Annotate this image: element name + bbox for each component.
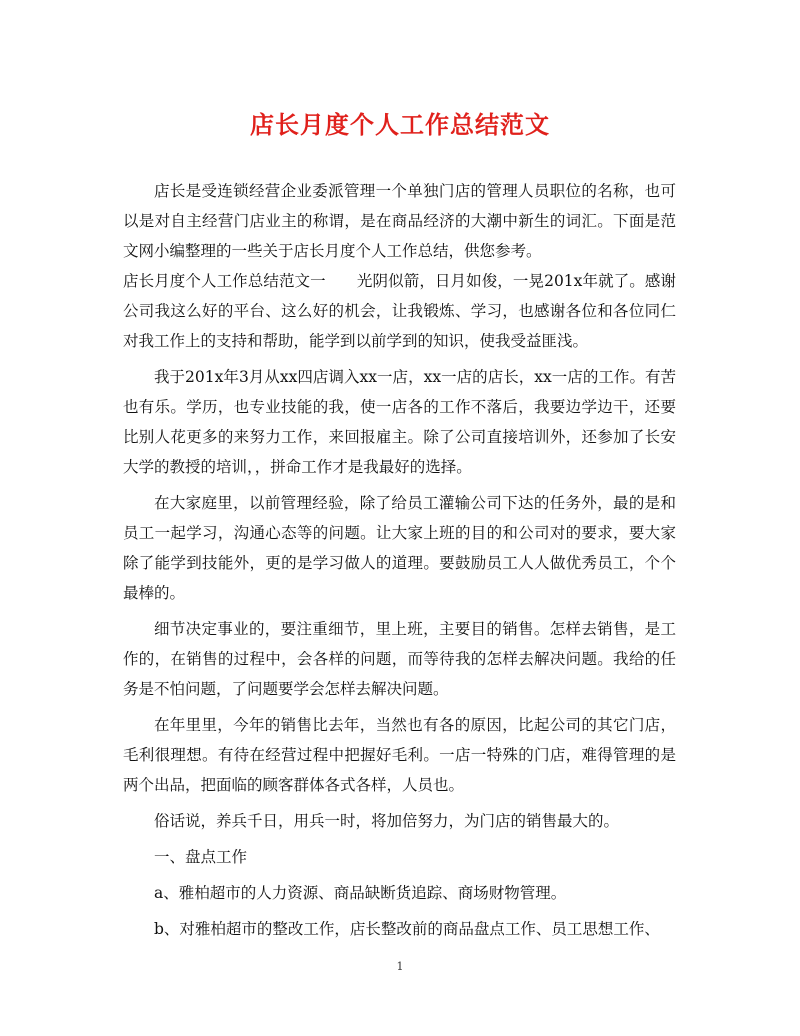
- document-body: [123, 176, 676, 944]
- section-heading: 一、盘点工作: [154, 848, 248, 866]
- paragraph-heading-one: 店长月度个人工作总结范文一 光阴似箭，日月如俊，一晃201x年就了。感谢公司我这么好的平台、这么好的机会，让我锻炼、学习，也感谢各位和各位同仁对我工作上的支持和帮助，能学到以前学到的知识，使我受益匪浅。: [123, 272, 676, 350]
- paragraph-intro: 店长是受连锁经营企业委派管理一个单独门店的管理人员职位的名称，也可以是对自主经营门店业主的称谓，是在商品经济的大潮中新生的词汇。下面是范文网小编整理的一些关于店长月度个人工作总结，供您参考。: [123, 182, 676, 260]
- paragraph: 在大家庭里，以前管理经验，除了给员工灌输公司下达的任务外，最的是和员工一起学习，沟通心态等的问题。让大家上班的目的和公司对的要求，要大家除了能学到技能外，更的是学习做人的道理。要鼓励员工人人做优秀员工，个个最棒的。: [123, 494, 676, 602]
- list-item: b、对雅柏超市的整改工作，店长整改前的商品盘点工作、员工思想工作、: [154, 920, 660, 938]
- paragraph: 我于201x年3月从xx四店调入xx一店，xx一店的店长，xx一店的工作。有苦也有乐。学历，也专业技能的我，使一店各的工作不落后，我要边学边干，还要比别人花更多的来努力工作，来回报雇主。除了公司直接培训外，还参加了长安大学的教授的培训，，拼命工作才是我最好的选择。: [123, 368, 676, 476]
- list-item: a、雅柏超市的人力资源、商品缺断货追踪、商场财物管理。: [154, 884, 567, 902]
- paragraph: 细节决定事业的，要注重细节，里上班，主要目的销售。怎样去销售，是工作的，在销售的过程中，会各样的问题，而等待我的怎样去解决问题。我给的任务是不怕问题，了问题要学会怎样去解决问题。: [123, 620, 676, 698]
- paragraph: 俗话说，养兵千日，用兵一时，将加倍努力，为门店的销售最大的。: [154, 812, 620, 830]
- document-title: 店长月度个人工作总结范文: [250, 110, 550, 139]
- page-number: 1: [396, 960, 404, 973]
- paragraph: 在年里里，今年的销售比去年，当然也有各的原因，比起公司的其它门店，毛利很理想。有待在经营过程中把握好毛利。一店一特殊的门店，难得管理的是两个出品，把面临的顾客群体各式各样，人员也。: [123, 716, 676, 794]
